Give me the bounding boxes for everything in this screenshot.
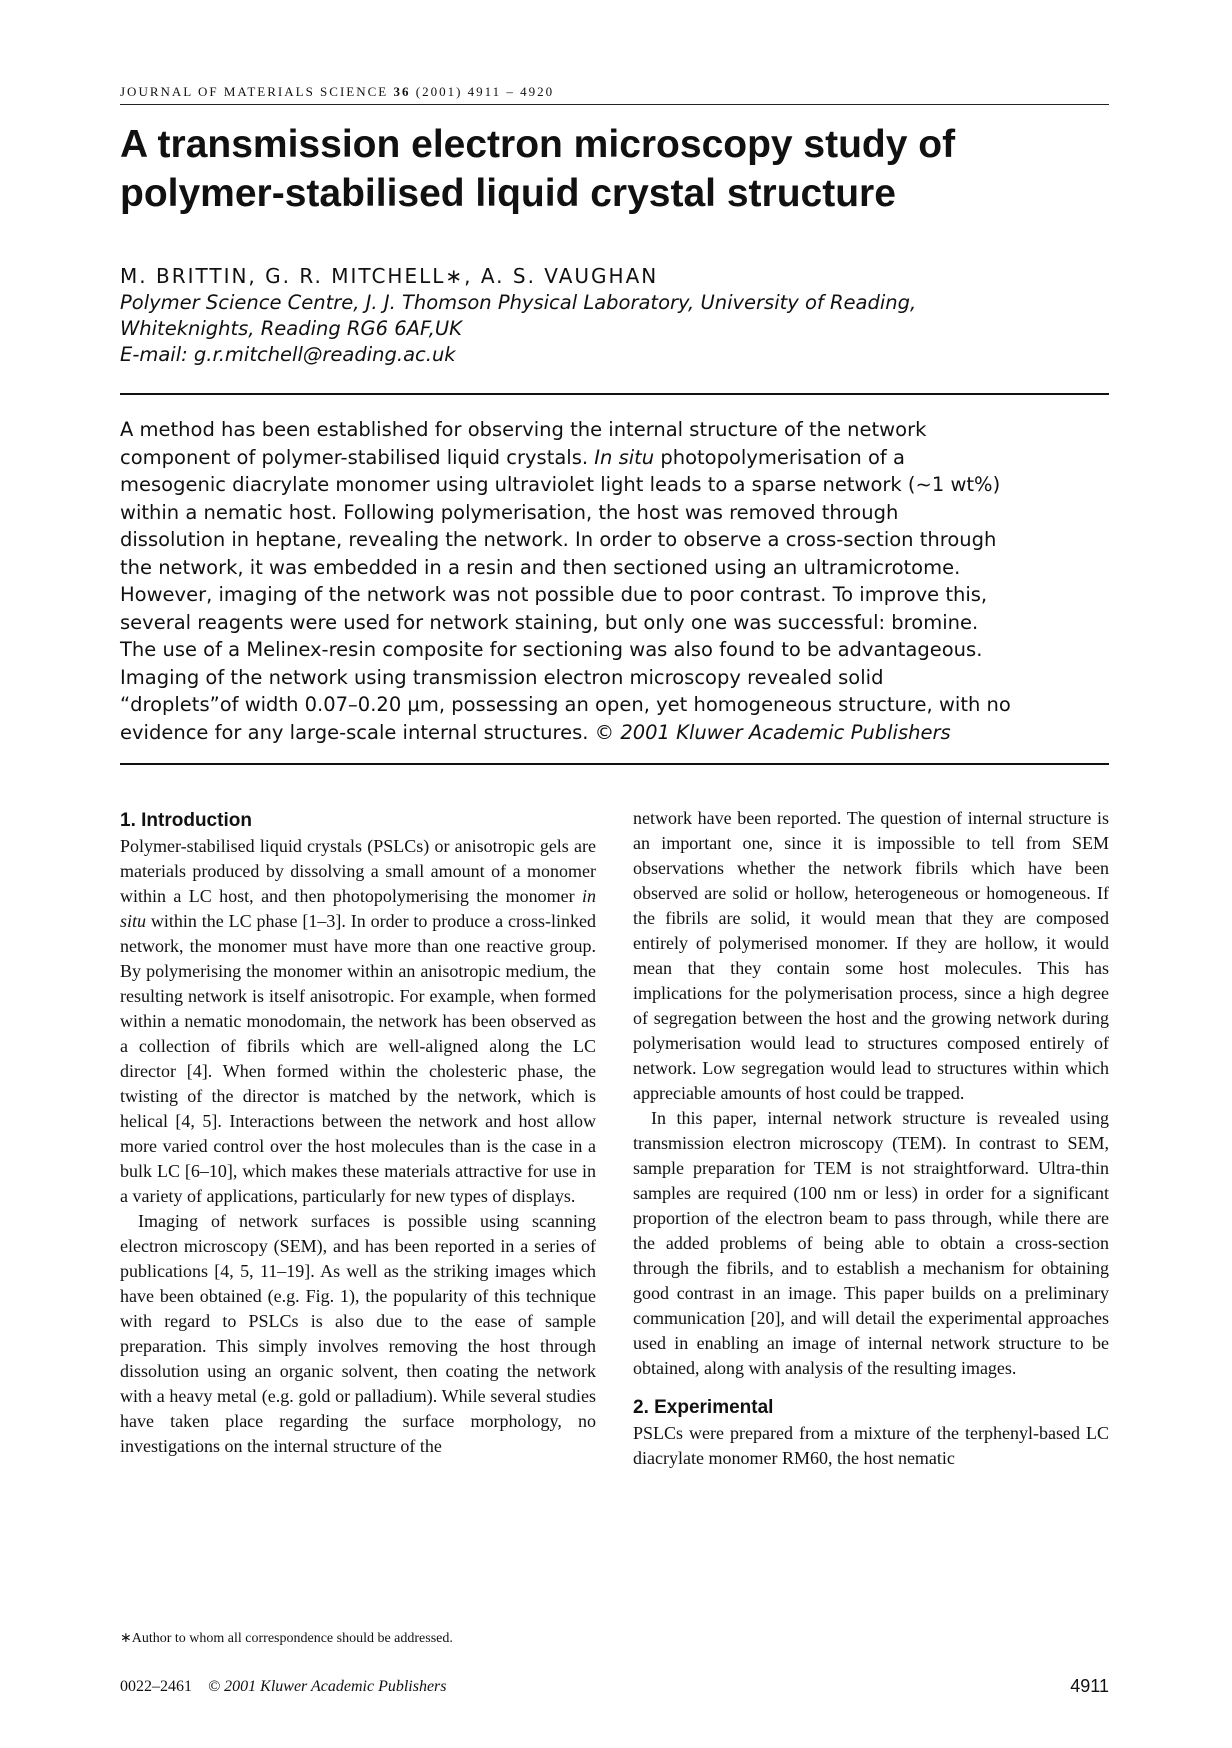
right-column bbox=[633, 806, 1109, 1471]
intro-paragraph-2: Imaging of network surfaces is possible using scanning electron microscopy (SEM), and has been reported in a series of publications [4, 5, 11–19]. As well as the striking images which have been obtained (e.g. Fig. 1), the popularity of this technique with regard to PSLCs is also due to the ease of sample preparation. This simply involves removing the host through dissolution using an organic solvent, then coating the network with a heavy metal (e.g. gold or palladium). While several studies have taken place regarding the surface morphology, no investigations on the internal structure of the bbox=[120, 1211, 596, 1456]
journal-header bbox=[120, 84, 1109, 105]
title-line: polymer-stabilised liquid crystal structure bbox=[120, 172, 896, 215]
abstract-bottom-rule bbox=[120, 763, 1109, 765]
abstract-line: dissolution in heptane, revealing the network. In order to observe a cross-section through bbox=[120, 528, 997, 551]
abstract-line: within a nematic host. Following polymerisation, the host was removed through bbox=[120, 500, 899, 524]
section-heading-experimental: 2. Experimental bbox=[633, 1397, 774, 1418]
email-link[interactable]: E-mail: g.r.mitchell@reading.ac.uk bbox=[120, 343, 456, 366]
intro-paragraph-1: Polymer-stabilised liquid crystals (PSLCs) or anisotropic gels are materials produced by dissolving a small amount of a monomer within a LC host, and then photopolymerising the monomer in situ within the LC phase [1–3]. In order to produce a cross-linked network, the monomer must have more than one reactive group. By polymerising the monomer within an anisotropic medium, the resulting network is itself anisotropic. For example, when formed within a nematic monodomain, the network has been observed as a collection of fibrils which are well-aligned along the LC director [4]. When formed within the cholesteric phase, the twisting of the director is matched by the network, which is helical [4, 5]. Interactions between the network and host allow more varied control over the host molecules than is the case in a bulk LC [6–10], which makes these materials attractive for use in a variety of applications, particularly for new types of displays. bbox=[120, 836, 596, 1206]
experimental-paragraph-1: PSLCs were prepared from a mixture of the terphenyl-based LC diacrylate monomer RM60, the host nematic bbox=[633, 1423, 1109, 1468]
abstract-line: component of polymer-stabilised liquid crystals. In situ photopolymerisation of a bbox=[120, 445, 905, 469]
footer-issn: 0022–2461 bbox=[120, 1678, 192, 1695]
affiliation bbox=[120, 290, 1100, 368]
abstract-line: However, imaging of the network was not possible due to poor contrast. To improve this, bbox=[120, 583, 988, 606]
journal-volume: 36 bbox=[393, 84, 411, 99]
author-list: M. BRITTIN, G. R. MITCHELL∗, A. S. VAUGHAN bbox=[120, 264, 659, 288]
abstract bbox=[120, 416, 1110, 746]
abstract-line: A method has been established for observing the internal structure of the network bbox=[120, 418, 927, 441]
abstract-line: mesogenic diacrylate monomer using ultraviolet light leads to a sparse network (∼1 wt%) bbox=[120, 473, 1001, 496]
abstract-top-rule bbox=[120, 393, 1109, 395]
footer-copyright: © 2001 Kluwer Academic Publishers bbox=[208, 1678, 447, 1695]
section-heading-introduction: 1. Introduction bbox=[120, 810, 252, 831]
intro-paragraph-4: In this paper, internal network structure is revealed using transmission electron microscopy (TEM). In contrast to SEM, sample preparation for TEM is not straightforward. Ultra-thin samples are required (100 nm or less) in order for a significant proportion of the electron beam to pass through, while there are the added problems of being able to obtain a cross-section through the fibrils, and to establish a mechanism for obtaining good contrast in an image. This paper builds on a preliminary communication [20], and will detail the experimental approaches used in enabling an image of internal network structure to be obtained, along with analysis of the resulting images. bbox=[633, 1108, 1109, 1378]
journal-name: JOURNAL OF MATERIALS SCIENCE bbox=[120, 84, 389, 99]
affiliation-line: Whiteknights, Reading RG6 6AF,UK bbox=[120, 317, 462, 340]
footer-issn-copyright bbox=[120, 1678, 447, 1696]
article-title bbox=[120, 120, 1100, 218]
abstract-line: several reagents were used for network staining, but only one was successful: bromine. bbox=[120, 610, 979, 634]
intro-paragraph-3: network have been reported. The question of internal structure is an important one, since it is impossible to tell from SEM observations whether the network fibrils which have been observed are solid or hollow, heterogeneous or homogeneous. If the fibrils are solid, it would mean that they are composed entirely of polymerised monomer. If they are hollow, it would mean that they contain some host molecules. This has implications for the polymerisation process, since a high degree of segregation between the host and the growing network during polymerisation would lead to structures composed entirely of network. Low segregation would lead to structures within which appreciable amounts of host could be trapped. bbox=[633, 808, 1109, 1103]
page-number: 4911 bbox=[1070, 1676, 1109, 1696]
title-line: A transmission electron microscopy study of bbox=[120, 123, 956, 166]
affiliation-line: Polymer Science Centre, J. J. Thomson Physical Laboratory, University of Reading, bbox=[120, 291, 917, 314]
abstract-line: Imaging of the network using transmission electron microscopy revealed solid bbox=[120, 665, 884, 689]
abstract-copyright: © 2001 Kluwer Academic Publishers bbox=[594, 720, 951, 744]
left-column bbox=[120, 808, 596, 1459]
abstract-line: “droplets”of width 0.07–0.20 μm, possessing an open, yet homogeneous structure, with no bbox=[120, 693, 1011, 716]
journal-year-pages: (2001) 4911 – 4920 bbox=[415, 84, 555, 99]
abstract-line: evidence for any large-scale internal structures. © 2001 Kluwer Academic Publishers bbox=[120, 720, 951, 744]
abstract-line: The use of a Melinex-resin composite for sectioning was also found to be advantageous. bbox=[120, 638, 983, 661]
abstract-line: the network, it was embedded in a resin and then sectioned using an ultramicrotome. bbox=[120, 555, 961, 579]
footnote: ∗Author to whom all correspondence should be addressed. bbox=[120, 1631, 453, 1646]
